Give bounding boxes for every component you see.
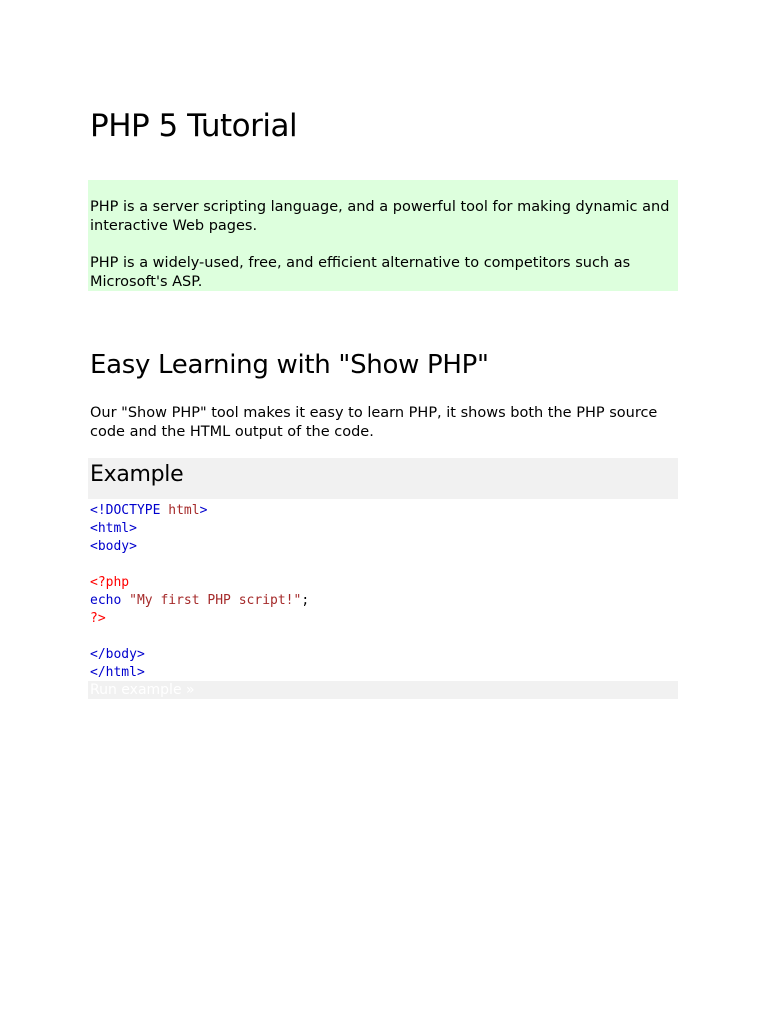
code-token-html-open: <html> bbox=[90, 521, 137, 536]
code-token-php-close: ?> bbox=[90, 611, 106, 626]
code-line-body-open bbox=[90, 538, 309, 556]
code-line-blank-2 bbox=[90, 628, 309, 646]
code-token-semicolon: ; bbox=[301, 593, 310, 608]
code-token-doctype-open: <!DOCTYPE bbox=[90, 503, 169, 518]
code-line-php-close bbox=[90, 610, 309, 628]
code-token-html-close: </html> bbox=[90, 665, 145, 680]
code-block bbox=[90, 502, 309, 682]
intro-paragraph-2: PHP is a widely-used, free, and efficient alternative to competitors such as Microsoft's ASP. bbox=[90, 255, 631, 290]
example-header bbox=[88, 458, 678, 499]
code-token-string: "My first PHP script!" bbox=[129, 593, 302, 608]
code-line-body-close bbox=[90, 646, 309, 664]
section-paragraph: Our "Show PHP" tool makes it easy to learn PHP, it shows both the PHP source code and the HTML output of the code. bbox=[90, 405, 658, 440]
example-title: Example bbox=[90, 462, 184, 487]
code-line-echo bbox=[90, 592, 309, 610]
run-example-bar bbox=[88, 681, 678, 699]
code-token-php-open: <?php bbox=[90, 575, 130, 590]
code-token-echo: echo bbox=[90, 593, 130, 608]
code-line-doctype bbox=[90, 502, 309, 520]
code-line-html-open bbox=[90, 520, 309, 538]
code-token-body-open: <body> bbox=[90, 539, 137, 554]
intro-paragraph-1: PHP is a server scripting language, and a powerful tool for making dynamic and interactive Web pages. bbox=[90, 199, 670, 234]
intro-note-box bbox=[88, 180, 678, 291]
code-token-body-close: </body> bbox=[90, 647, 145, 662]
code-line-blank-1 bbox=[90, 556, 309, 574]
code-line-php-open bbox=[90, 574, 309, 592]
run-example-button[interactable]: Run example » bbox=[88, 681, 201, 699]
code-line-html-close bbox=[90, 664, 309, 682]
section-heading: Easy Learning with "Show PHP" bbox=[90, 350, 489, 380]
example-box bbox=[88, 458, 678, 699]
code-token-doctype-close: > bbox=[199, 503, 208, 518]
code-token-doctype-html: html bbox=[168, 503, 200, 518]
page-title: PHP 5 Tutorial bbox=[90, 108, 298, 144]
